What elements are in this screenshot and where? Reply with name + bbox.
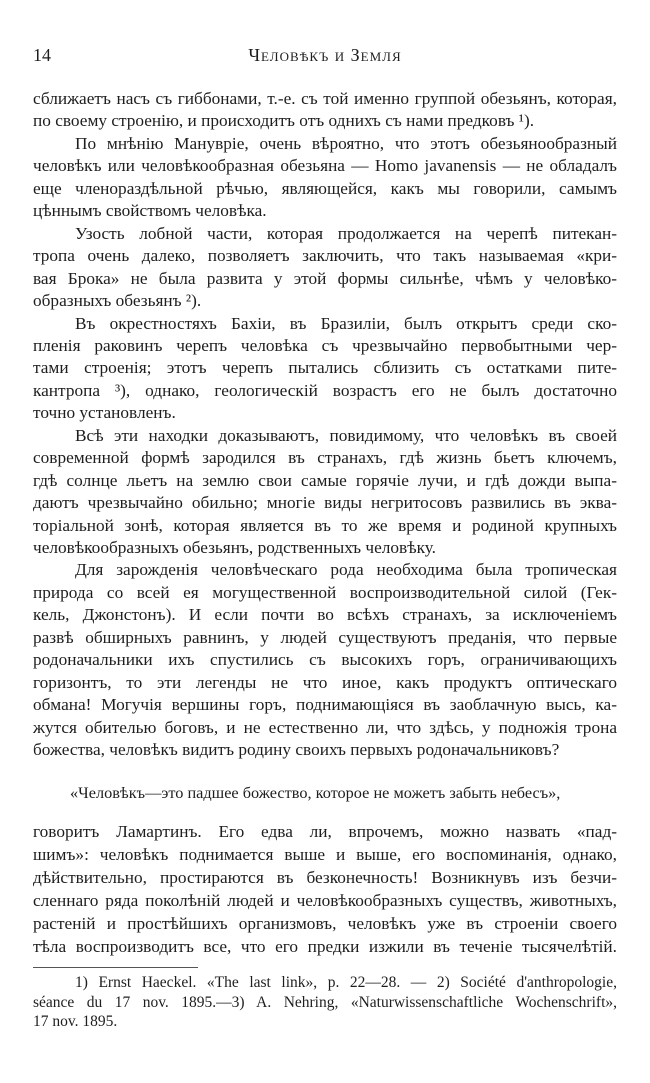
footnote-line: 17 nov. 1895.: [33, 1013, 118, 1030]
text-line: шимъ»: человѣкъ поднимается выше и выше, его воспоминанія, однако,: [33, 845, 617, 864]
footnote-divider: [33, 967, 198, 968]
text-line: дѣйствительно, простираются въ безконечность! Возникнувъ изъ безчи-: [33, 868, 617, 887]
text-line: кель, Джонстонъ). И если почти во всѣхъ странахъ, за исключеніемъ: [33, 605, 617, 625]
text-line: гдѣ солнце льетъ на землю свои самые горячіе лучи, и гдѣ дожди выпа-: [33, 470, 617, 490]
text-line: Всѣ эти находки доказываютъ, повидимому, что человѣкъ въ своей: [75, 425, 617, 445]
text-line: еще членораздѣльной рѣчью, являющейся, какъ мы говорили, самымъ: [33, 178, 617, 198]
text-line: Въ окрестностяхъ Бахіи, въ Бразиліи, былъ открытъ среди ско-: [75, 313, 617, 333]
text-line: сближаетъ насъ съ гиббонами, т.-е. съ той именно группой обезьянъ, которая,: [33, 89, 617, 108]
text-line: вая Брока» не была развита у этой формы сильнѣе, чѣмъ у человѣко-: [33, 268, 617, 288]
text-line: цѣннымъ свойствомъ человѣка.: [33, 201, 267, 221]
text-line: сленнаго ряда поколѣній людей и человѣкообразныхъ существъ, животныхъ,: [33, 891, 617, 910]
text-line: человѣкообразныхъ обезьянъ, родственныхъ человѣку.: [33, 538, 436, 557]
text-line: говоритъ Ламартинъ. Его едва ли, впрочемъ, можно назвать «пад-: [33, 822, 617, 841]
text-line: жутся обителью боговъ, и не естественно ли, что здѣсь, у подножія трона: [33, 717, 617, 737]
text-line: обмана! Могучія вершины горъ, поднимающіяся въ заоблачную высь, ка-: [33, 695, 617, 715]
text-line: кантропа ³), однако, геологическій возрастъ его не былъ достаточно: [33, 380, 617, 400]
text-line: родоначальники ихъ спустились съ высокихъ горъ, ограничивающихъ: [33, 650, 617, 670]
text-line: тами строенія; этотъ черепъ пытались сблизить съ остатками пите-: [33, 358, 617, 378]
text-line: человѣкъ или человѣкообразная обезьяна — Homo javanensis — не обладалъ: [33, 156, 617, 176]
text-line: Узость лобной части, которая продолжается на черепѣ питекан-: [75, 223, 617, 243]
footnote-line: 1) Ernst Haeckel. «The last link», p. 22—28. — 2) Société d'anthropologie,: [75, 974, 617, 991]
text-line: тѣла воспроизводитъ все, что его предки изжили въ теченіе тысячелѣтій.: [33, 937, 617, 956]
text-line: природа со всей ея могущественной воспроизводительной силой (Гек-: [33, 582, 617, 602]
text-line: развѣ обширныхъ равнинъ, у людей существуютъ преданія, что первые: [33, 627, 617, 647]
page-number: 14: [33, 45, 51, 65]
text-line: растеній и простѣйшихъ организмовъ, человѣкъ уже въ строеніи своего: [33, 914, 617, 933]
text-line: По мнѣнію Манувріе, очень вѣроятно, что этотъ обезьянообразный: [75, 133, 617, 153]
footnote-line: séance du 17 nov. 1895.—3) A. Nehring, «Naturwissenschaftliche Wochenschrift»,: [33, 993, 617, 1011]
text-line: Для зарожденія человѣческаго рода необходима была тропическая: [75, 560, 617, 580]
text-line: пленія раковинъ черепъ человѣка съ чрезвычайно первобытными чер-: [33, 335, 617, 355]
text-line: по своему строенію, и происходитъ отъ однихъ съ нами предковъ ¹).: [33, 111, 535, 131]
text-line: горизонтъ, то эти легенды не что иное, какъ продуктъ оптическаго: [33, 672, 617, 692]
text-line: современной формѣ зародился въ странахъ, гдѣ жизнь бьетъ ключемъ,: [33, 448, 617, 468]
text-line: божества, человѣкъ видитъ родину своихъ первыхъ родоначальниковъ?: [33, 740, 560, 760]
text-line: тропа очень далеко, позволяетъ заключить, что такъ называемая «кри-: [33, 246, 617, 266]
text-line: точно установленъ.: [33, 403, 176, 423]
quotation: «Человѣкъ—это падшее божество, которое не можетъ забыть небесъ»,: [70, 783, 561, 802]
text-line: даютъ чрезвычайно обильно; многіе виды негритосовъ развились въ эква-: [33, 493, 617, 513]
running-title: Человѣкъ и Земля: [248, 45, 402, 65]
text-line: торіальной зонѣ, которая является въ то же время и родиной крупныхъ: [33, 515, 617, 535]
text-line: образныхъ обезьянъ ²).: [33, 291, 202, 311]
